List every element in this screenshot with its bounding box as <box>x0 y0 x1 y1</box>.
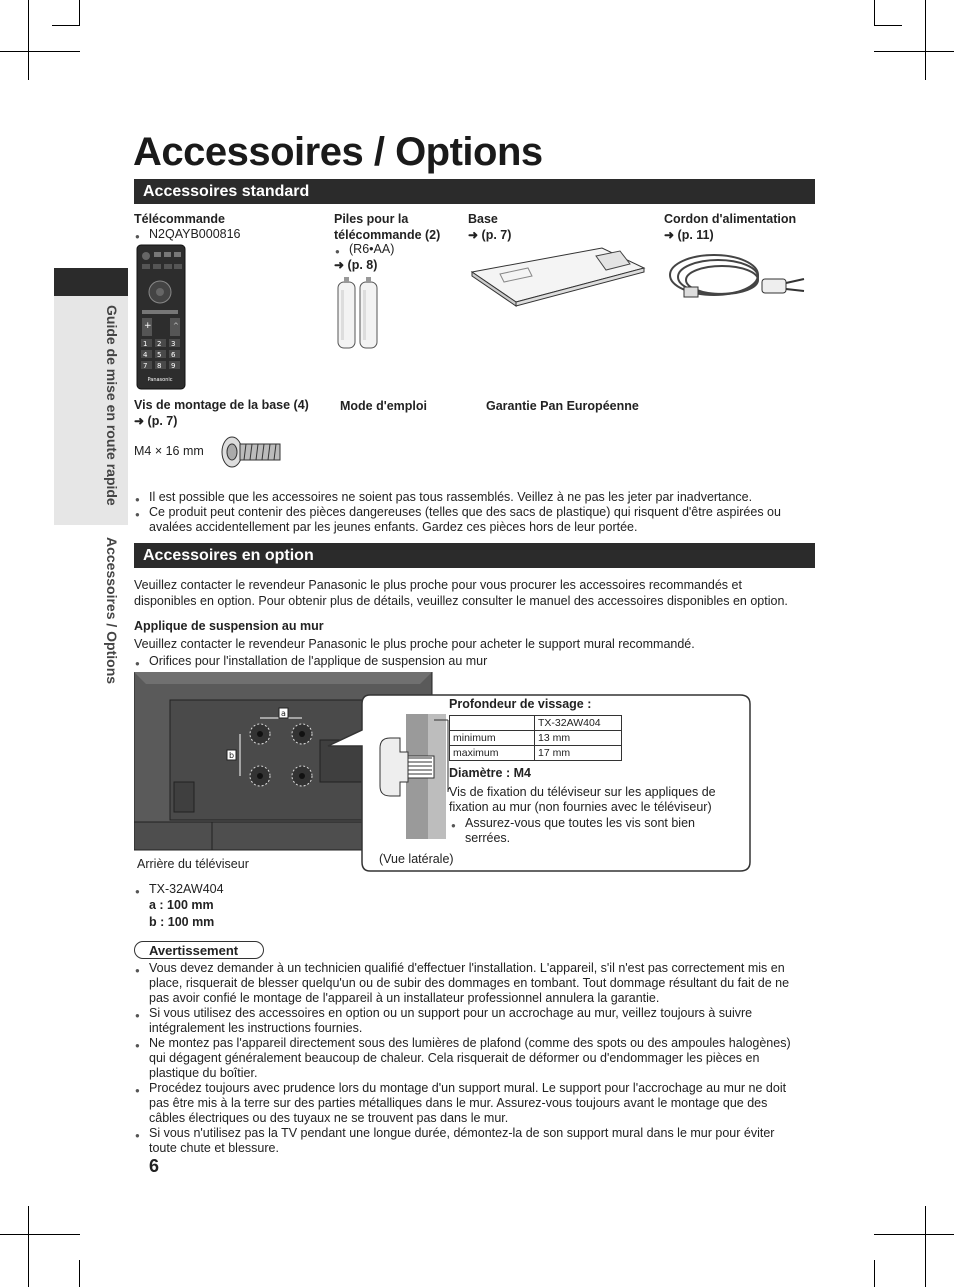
side-tab-section: Accessoires / Options <box>104 537 120 685</box>
table-cell: TX-32AW404 <box>535 716 622 731</box>
table-cell: 17 mm <box>535 746 622 761</box>
warning-item: ● Vous devez demander à un technicien qualifié d'effectuer l'installation. L'appareil, s'il n'est pas correctement mis en place, risquerait de blesser quelqu'un ou de subir des dommages en tombant. Tout dommage résultant du fait de ne pas avoir confié le montage de l'appareil à un installateur professionnel annulera la garantie. <box>149 961 811 1006</box>
base-illustration <box>470 246 646 308</box>
crop-mark <box>0 1234 80 1235</box>
screw-bullet: ● Assurez-vous que toutes les vis sont bien <box>465 816 695 830</box>
crop-mark <box>874 0 875 26</box>
dimension-a-label: a <box>281 709 286 718</box>
screws-size: M4 × 16 mm <box>134 444 204 458</box>
remote-model: ● N2QAYB000816 <box>149 227 241 241</box>
b-value: b : 100 mm <box>149 915 215 929</box>
crop-mark <box>874 1234 954 1235</box>
power-cord-illustration <box>666 247 808 312</box>
svg-text:9: 9 <box>171 362 176 370</box>
screws-ref: (p. 7) <box>147 414 178 428</box>
note-item-cont: avalées accidentellement par les jeunes enfants. Gardez ces pièces hors de leur portée. <box>149 520 638 534</box>
bracket-bullet: ● Orifices pour l'installation de l'applique de suspension au mur <box>149 654 487 668</box>
remote-brand: Panasonic <box>147 377 173 383</box>
batteries-label-1: Piles pour la <box>334 212 409 226</box>
warning-item: ● Ne montez pas l'appareil directement sous des lumières de plafond (comme des spots ou des ampoules halogènes) qui dégagent généralement beaucoup de chaleur. Cela risquerait de déformer ou d'endommager les pièces en plastique du boîtier. <box>149 1036 811 1081</box>
table-row <box>450 731 622 746</box>
bracket-title: Applique de suspension au mur <box>134 619 324 633</box>
manual-label: Mode d'emploi <box>340 399 427 413</box>
screw-illustration <box>216 432 284 472</box>
arrow-right-icon: ➜ <box>664 228 675 242</box>
table-cell: minimum <box>450 731 535 746</box>
arrow-right-icon: ➜ <box>334 258 345 272</box>
table-cell <box>450 716 535 731</box>
depth-title: Profondeur de vissage : <box>449 697 592 711</box>
warning-list <box>149 961 811 1156</box>
batteries-type: ● (R6•AA) <box>349 242 394 256</box>
arrow-right-icon: ➜ <box>134 414 145 428</box>
note-item: ● Il est possible que les accessoires ne soient pas tous rassemblés. Veillez à ne pas les jeter par inadvertance. <box>149 490 811 505</box>
tv-rear-caption: Arrière du téléviseur <box>137 857 249 871</box>
a-value: a : 100 mm <box>149 898 214 912</box>
screws-label: Vis de montage de la base (4) <box>134 398 309 412</box>
svg-text:+: + <box>144 321 152 331</box>
crop-mark <box>925 0 926 80</box>
svg-text:1: 1 <box>143 340 148 348</box>
warning-item: ● Si vous n'utilisez pas la TV pendant une longue durée, démontez-la de son support mural dans le mur pour éviter toute chute et blessure. <box>149 1126 811 1156</box>
note-item: ● Ce produit peut contenir des pièces dangereuses (telles que des sacs de plastique) qui risquent d'être aspirées ou <box>149 505 811 520</box>
side-tab-marker <box>54 268 128 296</box>
warning-item: ● Procédez toujours avec prudence lors du montage d'un support mural. Le support pour l'accrochage au mur ne doit pas être mis à la terre sur des parties métalliques dans le mur. Assurez-vous toujours avant le montage que des câbles électriques ou des tuyaux ne se trouvent pas dans le mur. <box>149 1081 811 1126</box>
remote-label: Télécommande <box>134 212 226 226</box>
crop-mark <box>52 25 80 26</box>
section-header-standard: Accessoires standard <box>134 179 815 204</box>
svg-text:2: 2 <box>157 340 162 348</box>
standard-notes <box>149 490 811 535</box>
crop-mark <box>79 1260 80 1287</box>
batteries-label-2: télécommande (2) <box>334 228 441 242</box>
table-cell: 13 mm <box>535 731 622 746</box>
svg-text:^: ^ <box>173 322 179 330</box>
cord-label: Cordon d'alimentation <box>664 212 797 226</box>
crop-mark <box>79 0 80 26</box>
table-cell: maximum <box>450 746 535 761</box>
svg-text:3: 3 <box>171 340 176 348</box>
spec-table <box>449 715 622 761</box>
svg-text:5: 5 <box>157 351 162 359</box>
side-tab-guide: Guide de mise en route rapide <box>104 305 120 506</box>
side-view-caption: (Vue latérale) <box>379 852 454 866</box>
crop-mark <box>925 1206 926 1287</box>
bracket-text: Veuillez contacter le revendeur Panasonic le plus proche pour acheter le support mural recommandé. <box>134 637 695 651</box>
optional-intro-2: disponibles en option. Pour obtenir plus de détails, veuillez consulter le manuel des accessoires disponibles en option. <box>134 594 788 608</box>
batteries-illustration <box>334 276 384 352</box>
page-number: 6 <box>149 1156 160 1176</box>
svg-text:7: 7 <box>143 362 148 370</box>
crop-mark <box>28 1206 29 1287</box>
svg-text:8: 8 <box>157 362 162 370</box>
remote-control-illustration <box>136 244 186 390</box>
warning-label: Avertissement <box>134 941 264 959</box>
warning-item: ● Si vous utilisez des accessoires en option ou un support pour un accrochage au mur, veillez toujours à suivre intégralement les instructions fournies. <box>149 1006 811 1036</box>
base-ref: (p. 7) <box>481 228 512 242</box>
crop-mark <box>874 51 954 52</box>
crop-mark <box>0 51 80 52</box>
arrow-right-icon: ➜ <box>468 228 479 242</box>
crop-mark <box>28 0 29 80</box>
screw-bullet-cont: serrées. <box>465 831 511 845</box>
svg-text:4: 4 <box>143 351 148 359</box>
diameter-label: Diamètre : M4 <box>449 766 531 780</box>
cord-ref: (p. 11) <box>677 228 714 242</box>
crop-mark <box>874 1260 875 1287</box>
dimension-b-label: b <box>228 751 235 760</box>
screw-desc-1: Vis de fixation du téléviseur sur les appliques de <box>449 785 716 799</box>
table-row <box>450 716 622 731</box>
optional-intro-1: Veuillez contacter le revendeur Panasonic le plus proche pour vous procurer les accessoires recommandés et <box>134 578 742 592</box>
table-row <box>450 746 622 761</box>
base-label: Base <box>468 212 498 226</box>
svg-text:6: 6 <box>171 351 176 359</box>
screw-desc-2: fixation au mur (non fournies avec le téléviseur) <box>449 800 712 814</box>
model-bullet: ● TX-32AW404 <box>149 882 224 896</box>
crop-mark <box>874 25 902 26</box>
batteries-ref: (p. 8) <box>347 258 378 272</box>
warranty-label: Garantie Pan Européenne <box>486 399 639 413</box>
page-title: Accessoires / Options <box>133 130 543 174</box>
section-header-optional: Accessoires en option <box>134 543 815 568</box>
